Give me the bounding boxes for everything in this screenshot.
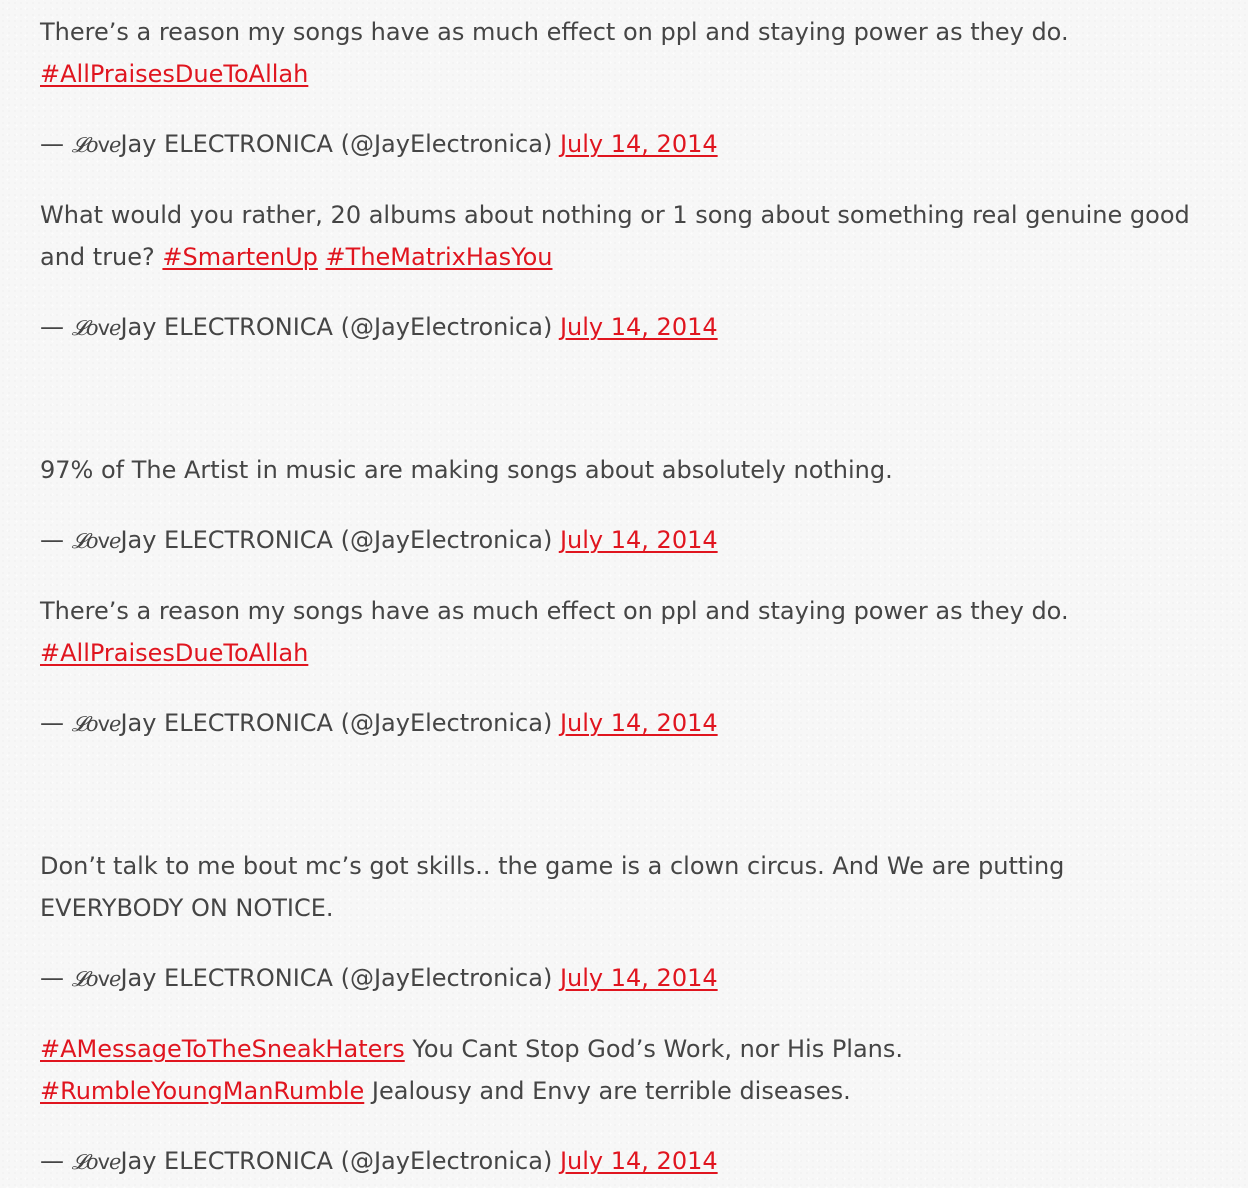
- author-handle: (@JayElectronica): [340, 1147, 553, 1175]
- author-handle: (@JayElectronica): [340, 709, 553, 737]
- embedded-tweet: [40, 1028, 1210, 1183]
- author-handle: (@JayElectronica): [340, 964, 553, 992]
- tweet-attribution: [40, 957, 1210, 1000]
- hashtag-link[interactable]: #TheMatrixHasYou: [325, 243, 553, 271]
- author-script-name: 𝓛ove: [71, 967, 121, 991]
- author-name: Jay ELECTRONICA: [120, 1147, 333, 1175]
- attribution-dash: —: [40, 709, 64, 737]
- embedded-tweet: [40, 11, 1210, 166]
- tweet-body: There’s a reason my songs have as much effect on ppl and staying power as they do.: [40, 597, 1069, 625]
- tweet-date-link[interactable]: July 14, 2014: [559, 964, 718, 992]
- attribution-dash: —: [40, 313, 64, 341]
- author-script-name: 𝓛ove: [71, 1150, 121, 1174]
- tweet-date-link[interactable]: July 14, 2014: [559, 526, 718, 554]
- embedded-tweet: [40, 194, 1210, 349]
- tweet-body: There’s a reason my songs have as much effect on ppl and staying power as they do.: [40, 18, 1069, 46]
- author-name: Jay ELECTRONICA: [120, 709, 333, 737]
- author-script-name: 𝓛ove: [71, 712, 121, 736]
- tweet-text: [40, 590, 1210, 674]
- attribution-dash: —: [40, 130, 64, 158]
- tweet-embed-list: [40, 11, 1210, 1183]
- author-name: Jay ELECTRONICA: [120, 964, 333, 992]
- author-script-name: 𝓛ove: [71, 316, 121, 340]
- author-name: Jay ELECTRONICA: [120, 526, 333, 554]
- author-name: Jay ELECTRONICA: [120, 130, 333, 158]
- tweet-date-link[interactable]: July 14, 2014: [559, 313, 718, 341]
- tweet-attribution: [40, 123, 1210, 166]
- author-handle: (@JayElectronica): [340, 526, 553, 554]
- attribution-dash: —: [40, 526, 64, 554]
- author-script-name: 𝓛ove: [71, 529, 121, 553]
- attribution-dash: —: [40, 964, 64, 992]
- embedded-tweet: [40, 449, 1210, 562]
- tweet-attribution: [40, 702, 1210, 745]
- tweet-attribution: [40, 306, 1210, 349]
- tweet-date-link[interactable]: July 14, 2014: [559, 1147, 718, 1175]
- hashtag-link[interactable]: #RumbleYoungManRumble: [40, 1077, 365, 1105]
- tweet-attribution: [40, 519, 1210, 562]
- tweet-body: 97% of The Artist in music are making songs about absolutely nothing.: [40, 456, 893, 484]
- author-script-name: 𝓛ove: [71, 133, 121, 157]
- author-handle: (@JayElectronica): [340, 130, 553, 158]
- tweet-text: [40, 845, 1080, 929]
- tweet-text: [40, 194, 1210, 278]
- tweet-body: What would you rather, 20 albums about nothing or 1 song about something real genuine good and true?: [40, 201, 1190, 271]
- author-name: Jay ELECTRONICA: [120, 313, 333, 341]
- hashtag-link[interactable]: #AllPraisesDueToAllah: [40, 639, 309, 667]
- embedded-tweet: [40, 845, 1210, 1000]
- tweet-attribution: [40, 1140, 1210, 1183]
- tweet-text: [40, 1028, 1210, 1112]
- tweet-text: [40, 449, 1210, 491]
- tweet-body: You Cant Stop God’s Work, nor His Plans.: [412, 1035, 904, 1063]
- tweet-date-link[interactable]: July 14, 2014: [559, 709, 718, 737]
- hashtag-link[interactable]: #AllPraisesDueToAllah: [40, 60, 309, 88]
- tweet-text: [40, 11, 1210, 95]
- hashtag-link[interactable]: #SmartenUp: [162, 243, 318, 271]
- tweet-date-link[interactable]: July 14, 2014: [559, 130, 718, 158]
- attribution-dash: —: [40, 1147, 64, 1175]
- tweet-body: Jealousy and Envy are terrible diseases.: [371, 1077, 851, 1105]
- author-handle: (@JayElectronica): [340, 313, 553, 341]
- hashtag-link[interactable]: #AMessageToTheSneakHaters: [40, 1035, 405, 1063]
- embedded-tweet: [40, 590, 1210, 745]
- tweet-body: Don’t talk to me bout mc’s got skills.. the game is a clown circus. And We are putting EVERYBODY ON NOTICE.: [40, 852, 1065, 922]
